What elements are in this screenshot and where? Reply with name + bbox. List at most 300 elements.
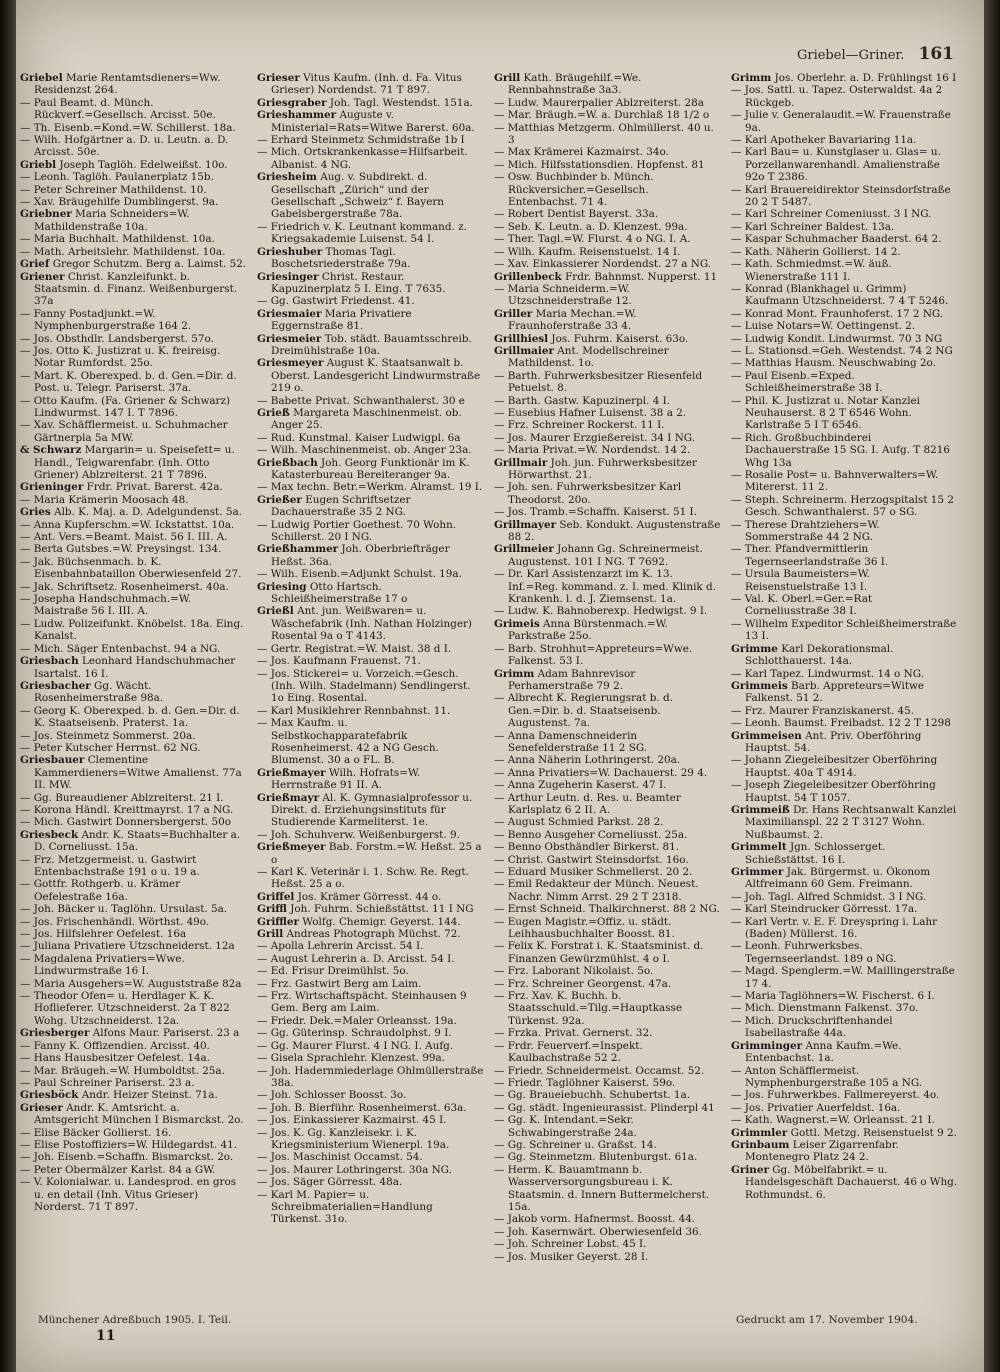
- entry-surname: Grieser: [20, 1101, 63, 1114]
- directory-entry: [20, 1102, 247, 1127]
- directory-entry: [494, 481, 721, 506]
- entry-text: — Wilh. Kaufm. Reisenstuelst. 14 I.: [494, 245, 681, 258]
- directory-entry: [494, 668, 721, 693]
- entry-text: — Apolla Lehrerin Arcisst. 54 I.: [257, 940, 424, 953]
- entry-surname: Grillmayer: [494, 518, 557, 531]
- directory-entry: [20, 854, 247, 879]
- entry-text: — Ludwig Portier Goethest. 70 Wohn. Schillerst. 20 I NG.: [257, 518, 457, 544]
- directory-entry: [257, 717, 484, 767]
- entry-text: — Mich. Dienstmann Falkenst. 37o.: [731, 1002, 919, 1015]
- directory-entry: [731, 841, 958, 866]
- entry-text: Margarin= u. Speisefett= u. Handl., Teigwarenfabr. (Inh. Otto Griener) Ablzreiterst. 21 T 7896.: [34, 444, 235, 481]
- directory-entry: [731, 593, 958, 618]
- entry-text: — Jos. Fuhrwerkbes. Fallmereyerst. 4o.: [731, 1089, 940, 1102]
- entry-text: — Friedr. Taglöhner Kaiserst. 59o.: [494, 1076, 676, 1089]
- directory-entry: [494, 506, 721, 518]
- directory-entry: [20, 208, 247, 233]
- directory-entry: [257, 481, 484, 493]
- column-4: [731, 72, 958, 1263]
- entry-text: — Jos. Hilfslehrer Oefelest. 16a: [20, 928, 187, 941]
- running-head: Griebel—Griner.: [796, 48, 905, 63]
- entry-text: — Jos. Privatier Auerfeldst. 16a.: [731, 1101, 901, 1114]
- directory-entry: [20, 655, 247, 680]
- directory-entry: [257, 1015, 484, 1027]
- entry-text: — Jos. Musiker Geyerst. 28 I.: [494, 1250, 649, 1263]
- directory-entry: [20, 171, 247, 183]
- directory-entry: [494, 395, 721, 407]
- entry-text: — Karl Tapez. Lindwurmst. 14 o NG.: [731, 667, 924, 680]
- directory-entry: [20, 928, 247, 940]
- entry-text: Anna Bürstenmach.=W. Parkstraße 25o.: [508, 617, 668, 643]
- entry-text: — Hans Hausbesitzer Oefelest. 14a.: [20, 1052, 211, 1065]
- directory-entry: [494, 246, 721, 258]
- entry-surname: Grieser: [257, 72, 300, 84]
- entry-text: — Paul Schreiner Pariserst. 23 a.: [20, 1076, 195, 1089]
- entry-text: — Ther. Tagl.=W. Flurst. 4 o NG. I. A.: [494, 233, 691, 246]
- entry-text: — Ludwig Kondit. Lindwurmst. 70 3 NG: [731, 332, 943, 345]
- entry-text: — Gg. Schreiner u. Graßst. 14.: [494, 1138, 657, 1151]
- entry-text: Jos. Krämer Görresst. 44 o.: [297, 890, 442, 903]
- entry-text: — Gg. städt. Ingenieurassist. Plinderpl 41: [494, 1101, 715, 1114]
- entry-text: — Anna Zugeherin Kaserst. 47 I.: [494, 779, 667, 792]
- entry-text: — Johann Ziegeleibesitzer Oberföhring Hauptst. 40a T 4914.: [731, 754, 938, 779]
- directory-entry: [494, 1027, 721, 1039]
- directory-entry: [494, 444, 721, 456]
- entry-surname: Griesgraber: [257, 96, 327, 109]
- entry-text: — Xav. Schäfflermeist. u. Schuhmacher Gärtnerpla 5a MW.: [20, 419, 228, 444]
- entry-text: — Jos. Säger Görresst. 48a.: [257, 1176, 403, 1189]
- directory-entry: [494, 1151, 721, 1163]
- directory-entry: [731, 134, 958, 146]
- entry-text: — Frz. Xav. K. Buchh. b. Staatsschuld.=Tilg.=Hauptkasse Türkenst. 92a.: [494, 990, 683, 1027]
- directory-entry: [494, 878, 721, 903]
- print-date-footer: Gedruckt am 17. November 1904.: [736, 1314, 918, 1326]
- directory-entry: [731, 395, 958, 432]
- entry-surname: Griffler: [257, 915, 299, 928]
- directory-entry: [257, 928, 484, 940]
- entry-text: Joseph Taglöh. Edelweißst. 10o.: [59, 158, 228, 171]
- entry-surname: Griner: [731, 1163, 769, 1176]
- entry-text: — Val. K. Oberl.=Ger.=Rat Corneliusstraße 38 I.: [731, 593, 873, 618]
- entry-text: — Gg. Bureaudiener Ablzreiterst. 21 I.: [20, 791, 224, 804]
- entry-text: Joh. jun. Fuhrwerksbesitzer Hörwarthst. 21.: [508, 456, 698, 481]
- directory-entry: [731, 109, 958, 134]
- entry-text: — Joh. Schlosser Boosst. 3o.: [257, 1089, 407, 1102]
- entry-text: — Magd. Spenglerm.=W. Maillingerstraße 17 4.: [731, 965, 955, 990]
- entry-surname: Griesbauer: [20, 754, 85, 767]
- entry-text: — Karl Brauereidirektor Steinsdorfstraße 20 2 T 5487.: [731, 183, 951, 209]
- entry-surname: Grieshammer: [257, 109, 337, 122]
- entry-text: — Xav. Einkassierer Nordendst. 27 a NG.: [494, 258, 712, 271]
- directory-entry: [20, 878, 247, 903]
- directory-entry: [20, 258, 247, 270]
- directory-entry: [494, 854, 721, 866]
- entry-surname: Griesberger: [20, 1027, 90, 1040]
- directory-entry: [731, 246, 958, 258]
- entry-text: — Gertr. Registrat.=W. Maist. 38 d I.: [257, 642, 452, 655]
- entry-surname: Grimmeis: [731, 679, 788, 692]
- entry-text: — Elise Postoffiziers=W. Hildegardst. 41.: [20, 1138, 238, 1151]
- entry-text: — Ther. Pfandvermittlerin Tegernseerlandstraße 36 I.: [731, 543, 889, 568]
- entry-surname: Grießl: [257, 605, 294, 618]
- entry-text: — Babette Privat. Schwanthalerst. 30 e: [257, 394, 465, 407]
- entry-text: — Wilh. Maschinenmeist. ob. Anger 23a.: [257, 444, 472, 457]
- directory-entry: [731, 208, 958, 220]
- entry-surname: Grimm: [731, 72, 772, 84]
- entry-text: Karl Dekorationsmal. Schlotthauerst. 14a.: [745, 642, 894, 668]
- directory-entry: [494, 568, 721, 605]
- entry-text: — Karl Schreiner Comeniusst. 3 I NG.: [731, 208, 932, 221]
- entry-text: — Konrad (Blankhagel u. Grimm) Kaufmann Utzschneiderst. 7 4 T 5246.: [731, 282, 949, 308]
- entry-text: Tob. städt. Bauamtsschreib. Dreimühlstraße 10a.: [271, 332, 472, 357]
- directory-entry: [731, 568, 958, 593]
- entry-surname: Griesböck: [20, 1089, 79, 1102]
- directory-entry: [494, 233, 721, 245]
- directory-entry: [20, 804, 247, 816]
- entry-text: — Mart. K. Oberexped. b. d. Gen.=Dir. d. Post. u. Telegr. Pariserst. 37a.: [20, 369, 237, 395]
- directory-entry: [257, 1176, 484, 1188]
- directory-entry: [494, 308, 721, 333]
- directory-entry: [20, 1176, 247, 1213]
- entry-text: — Anna Privatiers=W. Dachauerst. 29 4.: [494, 766, 708, 779]
- directory-entry: [731, 680, 958, 705]
- entry-surname: Griesmeier: [257, 332, 322, 345]
- entry-text: — Joh. B. Bierführ. Rosenheimerst. 63a.: [257, 1101, 467, 1114]
- entry-text: — Theodor Ofen= u. Herdlager K. K. Hoflieferer. Utzschneiderst. 2a T 822 Wohg. Utzschneiderst. 12a.: [20, 990, 230, 1027]
- entry-text: — Jos. Stickerei= u. Vorzeich.=Gesch. (Inh. Wilh. Stadelmann) Sendlingerst. 1o Eing. Rosental.: [257, 667, 471, 705]
- directory-entry: [20, 1164, 247, 1176]
- directory-entry: [494, 779, 721, 791]
- directory-entry: [494, 208, 721, 220]
- directory-entry: [20, 1065, 247, 1077]
- directory-entry: [731, 1139, 958, 1164]
- entry-text: — Barth. Fuhrwerksbesitzer Riesenfeld Petuelst. 8.: [494, 369, 703, 395]
- entry-surname: & Schwarz: [20, 444, 82, 457]
- directory-entry: [20, 1077, 247, 1089]
- entry-text: — Ludw. Polizeifunkt. Knöbelst. 18a. Eing. Kanalst.: [20, 617, 244, 643]
- entry-text: — Peter Kutscher Herrnst. 62 NG.: [20, 741, 201, 754]
- directory-entry: [257, 333, 484, 358]
- entry-text: Auguste v. Ministerial=Rats=Witwe Barerst. 60a.: [271, 109, 475, 134]
- entry-text: — Mar. Bräugh.=W. a. Durchlaß 18 1/2 o: [494, 109, 710, 122]
- entry-text: — Georg K. Oberexped. b. d. Gen.=Dir. d. K. Staatseisenb. Praterst. 1a.: [20, 704, 240, 730]
- entry-text: — Peter Schreiner Mathildenst. 10.: [20, 183, 207, 196]
- directory-entry: [257, 841, 484, 866]
- entry-text: — Jos. Einkassierer Kazmairst. 45 I.: [257, 1114, 447, 1127]
- directory-entry: [494, 72, 721, 97]
- entry-text: — Jos. Frischenhändl. Wörthst. 49o.: [20, 915, 210, 928]
- entry-text: — Wilh. Hofgärtner a. D. u. Leutn. a. D. Arcisst. 50e.: [20, 134, 229, 159]
- entry-text: — Joh. sen. Fuhrwerksbesitzer Karl Theodorst. 20o.: [494, 481, 682, 506]
- directory-entry: [257, 916, 484, 928]
- entry-text: — Mich. Ortskrankenkasse=Hilfsarbeit. Albanist. 4 NG.: [257, 146, 468, 171]
- entry-text: — Elise Bäcker Gollierst. 16.: [20, 1126, 172, 1139]
- entry-text: Alb. K. Maj. a. D. Adelgundenst. 5a.: [54, 506, 242, 519]
- entry-text: — Leonh. Baumst. Freibadst. 12 2 T 1298: [731, 717, 951, 730]
- entry-text: — Jos. Maschinist Occamst. 54.: [257, 1151, 423, 1164]
- directory-entry: [494, 829, 721, 841]
- entry-text: — Frz. Schreiner Georgenst. 47a.: [494, 977, 672, 990]
- entry-text: — Benno Obsthändler Birkerst. 81.: [494, 841, 680, 854]
- entry-text: — Gg. Güterinsp. Schraudolphst. 9 I.: [257, 1027, 452, 1040]
- entry-surname: Grillmair: [494, 456, 548, 469]
- directory-entry: [20, 1139, 247, 1151]
- entry-surname: Gries: [20, 506, 51, 519]
- directory-entry: [494, 1226, 721, 1238]
- entry-text: — Matthias Metzgerm. Ohlmüllerst. 40 u. 3: [494, 121, 714, 147]
- entry-text: — Gg. Maurer Flurst. 4 I NG. I. Aufg.: [257, 1039, 454, 1052]
- directory-entry: [257, 990, 484, 1015]
- directory-entry: [257, 357, 484, 394]
- directory-entry: [731, 146, 958, 183]
- directory-entry: [731, 643, 958, 668]
- directory-entry: [257, 519, 484, 544]
- entry-text: — Fanny Postadjunkt.=W. Nymphenburgerstraße 164 2.: [20, 307, 192, 333]
- directory-entry: [731, 1164, 958, 1201]
- entry-text: Ant. Priv. Oberföhring Hauptst. 54.: [745, 729, 922, 754]
- directory-entry: [494, 146, 721, 158]
- page-header: [797, 44, 954, 64]
- directory-entry: [731, 705, 958, 717]
- entry-text: Bab. Forstm.=W. Heßst. 25 a o: [271, 841, 482, 866]
- directory-entry: [257, 643, 484, 655]
- entry-text: — Kath. Schmiedmst.=W. äuß. Wienerstraße 111 I.: [731, 258, 892, 283]
- entry-text: — Joh. Eisenb.=Schaffn. Bismarckst. 2o.: [20, 1151, 234, 1164]
- entry-text: — Osw. Buchbinder b. Münch. Rückversicher.=Gesellsch. Entenbachst. 71 4.: [494, 171, 654, 209]
- entry-text: — Ursula Baumeisters=W. Reisenstuelstraße 13 I.: [731, 568, 870, 593]
- directory-entry: [494, 605, 721, 617]
- directory-entry: [20, 494, 247, 506]
- entry-text: — Paul Eisenb.=Exped. Schleißheimerstraße 38 I.: [731, 369, 883, 395]
- entry-text: — Arthur Leutn. d. Res. u. Beamter Karlsplatz 6 2 II. A.: [494, 791, 681, 816]
- directory-entry: [731, 804, 958, 841]
- directory-entry: [257, 1065, 484, 1090]
- directory-entry: [494, 903, 721, 915]
- directory-entry: [494, 1251, 721, 1263]
- directory-entry: [731, 233, 958, 245]
- directory-entry: [731, 432, 958, 469]
- entry-text: — Mar. Bräugeh.=W. Humboldtst. 25a.: [20, 1064, 225, 1077]
- directory-entry: [494, 1040, 721, 1065]
- directory-entry: [257, 1027, 484, 1039]
- directory-entry: [731, 333, 958, 345]
- directory-entry: [257, 171, 484, 221]
- entry-text: — Max techn. Betr.=Werkm. Alramst. 19 I.: [257, 481, 483, 494]
- entry-text: — Joseph Ziegeleibesitzer Oberföhring Hauptst. 54 T 1057.: [731, 779, 936, 804]
- entry-text: — Frz. Maurer Franziskanerst. 45.: [731, 704, 914, 717]
- directory-entry: [494, 258, 721, 270]
- directory-entry: [20, 196, 247, 208]
- directory-entry: [731, 258, 958, 283]
- entry-text: Jos. Oberlehr. a. D. Frühlingst 16 I: [774, 72, 957, 84]
- entry-text: Andr. Heizer Steinst. 71a.: [81, 1089, 218, 1102]
- directory-entry: [257, 1102, 484, 1114]
- directory-entry: [20, 1089, 247, 1101]
- directory-entry: [20, 72, 247, 97]
- entry-text: Leiser Zigarrenfabr. Montenegro Platz 24 2.: [745, 1138, 899, 1164]
- entry-text: — Gottfr. Rothgerb. u. Krämer Oefelestraße 16a.: [20, 878, 181, 903]
- entry-text: — Matthias Hausm. Neuschwabing 2o.: [731, 357, 936, 370]
- directory-entry: [731, 1089, 958, 1101]
- directory-entry: [20, 134, 247, 159]
- directory-entry: [494, 122, 721, 147]
- entry-text: Al. K. Gymnasialprofessor u. Direkt. d. Erziehungsinstituts für Studierende Karmeliterst. 1e.: [271, 791, 473, 829]
- directory-entry: [20, 233, 247, 245]
- entry-text: Gg. Wächt. Rosenheimerstraße 98a.: [34, 679, 164, 705]
- entry-text: August K. Staatsanwalt b. Oberst. Landesgericht Lindwurmstraße 219 o.: [271, 357, 481, 395]
- directory-entry: [257, 134, 484, 146]
- entry-surname: Grimm: [494, 667, 535, 680]
- directory-entry: [20, 271, 247, 308]
- entry-text: — August Lehrerin a. D. Arcisst. 54 I.: [257, 952, 455, 965]
- entry-text: — Leonh. Taglöh. Paulanerplatz 15b.: [20, 171, 214, 184]
- entry-text: Ant. jun. Weißwaren= u. Wäschefabrik (Inh. Nathan Holzinger) Rosental 9a o T 4143.: [271, 605, 472, 643]
- directory-entry: [257, 1040, 484, 1052]
- entry-text: Clementine Kammerdieners=Witwe Amalienst. 77a II. MW.: [34, 754, 242, 792]
- entry-text: Wilh. Hofrats=W. Herrnstraße 91 II. A.: [271, 766, 421, 792]
- directory-entry: [494, 866, 721, 878]
- directory-entry: [257, 457, 484, 482]
- directory-entry: [257, 668, 484, 705]
- entry-text: — L. Stationsd.=Geh. Westendst. 74 2 NG: [731, 344, 953, 357]
- directory-entry: [257, 271, 484, 296]
- entry-text: — Jos. Otto K. Justizrat u. K. freireisg. Notar Rumfordst. 25o.: [20, 344, 221, 370]
- entry-surname: Grießbach: [257, 456, 318, 469]
- directory-entry: [257, 1089, 484, 1101]
- directory-entry: [731, 184, 958, 209]
- entry-text: — Paul Beamt. d. Münch. Rückverf.=Gesellsch. Arcisst. 50e.: [20, 96, 216, 122]
- entry-surname: Griesheim: [257, 171, 317, 184]
- column-3: [494, 72, 721, 1263]
- entry-text: — Leonh. Fuhrwerksbes. Tegernseerlandst. 189 o NG.: [731, 940, 897, 965]
- entry-text: Maria Mechan.=W. Fraunhoferstraße 33 4.: [508, 307, 637, 333]
- directory-entry: [20, 395, 247, 420]
- directory-entry: [257, 221, 484, 246]
- entry-text: — Max Krämerei Kazmairst. 34o.: [494, 146, 669, 159]
- directory-entry: [494, 543, 721, 568]
- entry-text: — Kath. Wagnerst.=W. Orleansst. 21 I.: [731, 1114, 935, 1127]
- entry-text: Seb. Kondukt. Augustenstraße 88 2.: [508, 518, 721, 544]
- directory-entry: [731, 1040, 958, 1065]
- directory-entry: [494, 283, 721, 308]
- entry-text: Gg. Möbelfabrikt.= u. Handelsgeschäft Dachauerst. 46 o Whg. Rothmundst. 6.: [745, 1163, 958, 1201]
- entry-text: — Otto Kaufm. (Fa. Griener & Schwarz) Lindwurmst. 147 I. T 7896.: [20, 394, 231, 419]
- directory-entry: [20, 1027, 247, 1039]
- entry-text: — Robert Dentist Bayerst. 33a.: [494, 208, 659, 221]
- entry-surname: Griebel: [20, 72, 63, 84]
- directory-entry: [257, 109, 484, 134]
- directory-entry: [494, 432, 721, 444]
- directory-entry: [257, 432, 484, 444]
- directory-entry: [257, 1052, 484, 1064]
- entry-text: — Rosalie Post= u. Bahnverwalters=W. Mitererst. 11 2.: [731, 469, 939, 494]
- entry-text: — Frzka. Privat. Gernerst. 32.: [494, 1027, 653, 1040]
- directory-entry: [257, 395, 484, 407]
- entry-text: — Maria Krämerin Moosach 48.: [20, 493, 189, 506]
- directory-entry: [20, 556, 247, 581]
- entry-text: — Karl Schreiner Baldest. 13a.: [731, 220, 895, 233]
- directory-entry: [731, 1102, 958, 1114]
- entry-text: — Herm. K. Bauamtmann b. Wasserversorgungsbureau i. K. Staatsmin. d. Innern Buttermelcherst. 15a.: [494, 1163, 710, 1213]
- entry-text: — Gisela Sprachlehr. Klenzest. 99a.: [257, 1052, 446, 1065]
- directory-page: [16, 0, 984, 1372]
- directory-entry: [257, 965, 484, 977]
- entry-text: Frdr. Bahnmst. Nupperst. 11: [565, 270, 718, 283]
- directory-entry: [20, 754, 247, 791]
- entry-surname: Grill: [494, 72, 521, 84]
- entry-surname: Griffel: [257, 890, 295, 903]
- entry-surname: Griener: [20, 270, 65, 283]
- entry-text: — Jos. Maurer Erzgießereist. 34 I NG.: [494, 431, 696, 444]
- entry-text: Joh. Fuhrm. Schießstättst. 11 I NG: [290, 903, 474, 916]
- entry-text: — Gg. Steinmetzm. Blutenburgst. 61a.: [494, 1151, 698, 1164]
- directory-entry: [731, 1127, 958, 1139]
- entry-surname: Griffl: [257, 903, 287, 916]
- entry-surname: Grimmler: [731, 1126, 788, 1139]
- directory-entry: [257, 891, 484, 903]
- entry-surname: Grillmeier: [494, 543, 554, 556]
- entry-text: Frdr. Privat. Barerst. 42a.: [86, 481, 223, 494]
- directory-entry: [494, 419, 721, 431]
- entry-text: — Math. Arbeitslehr. Mathildenst. 10a.: [20, 245, 226, 258]
- book-title-footer: Münchener Adreßbuch 1905. I. Teil.: [38, 1314, 232, 1326]
- directory-entry: [494, 109, 721, 121]
- entry-text: — Maria Buchhalt. Mathildenst. 10a.: [20, 233, 215, 246]
- directory-entry: [20, 593, 247, 618]
- entry-text: — Maria Ausgehers=W. Auguststraße 82a: [20, 977, 242, 990]
- entry-text: — Gg. K. Intendant.=Sekr. Schwabingerstraße 24a.: [494, 1114, 637, 1139]
- entry-text: Ant. Modellschreiner Mathildenst. 1o.: [508, 344, 669, 370]
- entry-text: Dr. Hans Rechtsanwalt Kanzlei Maximilianspl. 22 2 T 3127 Wohn. Nußbaumst. 2.: [745, 803, 957, 841]
- directory-entry: [20, 184, 247, 196]
- directory-entry: [20, 916, 247, 928]
- directory-entry: [20, 1127, 247, 1139]
- directory-entry: [494, 345, 721, 370]
- entry-text: — Maria Privat.=W. Nordendst. 14 2.: [494, 444, 691, 457]
- entry-text: — Joh. Bäcker u. Taglöhn. Ursulast. 5a.: [20, 903, 228, 916]
- entry-text: — Ludw. Maurerpalier Ablzreiterst. 28a: [494, 96, 704, 109]
- directory-entry: [20, 444, 247, 481]
- directory-entry: [731, 494, 958, 519]
- entry-surname: Griller: [494, 307, 533, 320]
- entry-text: — Joh. Tagl. Alfred Schmidst. 3 I NG.: [731, 890, 927, 903]
- entry-text: — Rich. Großbuchbinderei Dachauerstraße 15 SG. I. Aufg. T 8216 Whg 13a: [731, 431, 950, 469]
- directory-entry: [20, 903, 247, 915]
- entry-text: — Dr. Karl Assistenzarzt im K. 13. Inf.=Reg. kommand. z. I. med. Klinik d. Krankenh. l. d. J. Ziemsenst. 1a.: [494, 568, 716, 606]
- directory-entry: [257, 444, 484, 456]
- entry-surname: Grillhiesl: [494, 332, 549, 345]
- entry-text: Jos. Fuhrm. Kaiserst. 63o.: [551, 332, 689, 345]
- entry-surname: Griesing: [257, 580, 307, 593]
- entry-text: — Ernst Schneid. Thalkirchnerst. 88 2 NG.: [494, 903, 720, 916]
- entry-text: — Albrecht K. Regierungsrat b. d. Gen.=Dir. b. d. Staatseisenb. Augustenst. 7a.: [494, 692, 673, 730]
- entry-text: — August Schmied Parkst. 28 2.: [494, 816, 664, 829]
- entry-text: — Jak. Büchsenmach. b. K. Eisenbahnbataillon Oberwiesenfeld 27.: [20, 555, 242, 581]
- entry-text: Johann Gg. Schreinermeist. Augustenst. 101 I NG. T 7692.: [508, 543, 703, 568]
- directory-entry: [731, 916, 958, 941]
- directory-entry: [494, 1065, 721, 1077]
- directory-entry: [20, 816, 247, 828]
- directory-entry: [731, 345, 958, 357]
- entry-text: — Berta Gutsbes.=W. Preysingst. 134.: [20, 543, 222, 556]
- entry-text: Margareta Maschinenmeist. ob. Anger 25.: [271, 406, 462, 432]
- directory-entry: [257, 953, 484, 965]
- directory-entry: [20, 370, 247, 395]
- directory-entry: [20, 506, 247, 518]
- entry-text: — Benno Ausgeher Corneliusst. 25a.: [494, 828, 688, 841]
- entry-text: Christ. Kanzleifunkt. b. Staatsmin. d. Finanz. Weißenburgerst. 37a: [34, 270, 238, 308]
- directory-entry: [731, 754, 958, 779]
